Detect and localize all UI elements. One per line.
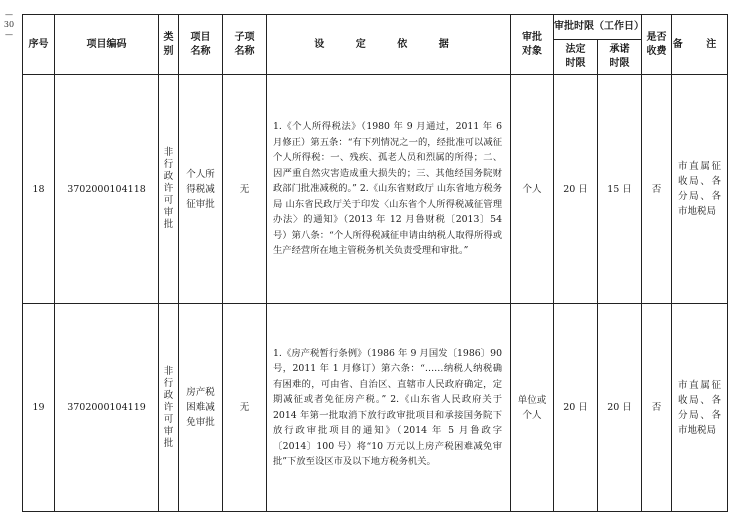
row-code: 3702000104119 (55, 304, 159, 512)
row-category: 非行政许可审批 (159, 75, 179, 304)
row-code: 3702000104118 (55, 75, 159, 304)
row-remarks: 市直属征收局、各分局、各市地税局 (672, 75, 728, 304)
row-category: 非行政许可审批 (159, 304, 179, 512)
header-seq: 序号 (23, 15, 55, 75)
row-item-name: 房产税困难减免审批 (179, 304, 223, 512)
header-legal-limit: 法定时限 (554, 40, 598, 75)
header-row (23, 15, 728, 40)
row-item-name: 个人所得税减征审批 (179, 75, 223, 304)
header-sub-item: 子项名称 (223, 15, 267, 75)
header-code: 项目编码 (55, 15, 159, 75)
row-target: 个人 (511, 75, 554, 304)
header-category: 类别 (159, 15, 179, 75)
row-seq: 19 (23, 304, 55, 512)
header-time-limit: 审批时限（工作日） (554, 15, 642, 40)
row-sub-item: 无 (223, 304, 267, 512)
row-basis: 1.《房产税暂行条例》（1986 年 9 月国发〔1986〕90 号，2011 年 1 月修订）第六条：“……纳税人纳税确有困难的，可由省、自治区、直辖市人民政府确定，定期减征或者免征房产税。” 2.《山东省人民政府关于 2014 年第一批取消下放行政审批项目和承接国务院下放行政审批项目的通知》（2014 年 5 月鲁政字〔2014〕100 号）将“10 万元以上房产税困难减免审批”下放至设区市及以下地方税务机关。 (267, 304, 511, 512)
header-item-name: 项目名称 (179, 15, 223, 75)
row-remarks: 市直属征收局、各分局、各市地税局 (672, 304, 728, 512)
row-seq: 18 (23, 75, 55, 304)
page-number: — 30 — (3, 10, 15, 39)
table-row (23, 75, 728, 304)
header-target: 审批对象 (511, 15, 554, 75)
row-fee: 否 (642, 304, 672, 512)
row-legal-limit: 20 日 (554, 75, 598, 304)
row-basis: 1.《个人所得税法》（1980 年 9 月通过，2011 年 6 月修正）第五条：“有下列情况之一的，经批准可以减征个人所得税：一、残疾、孤老人员和烈属的所得；二、因严重自然灾害造成重大损失的；三、其他经国务院财政部门批准减税的。” 2.《山东省财政厅 山东省地方税务局 山东省民政厅关于印发〈山东省个人所得税减征管理办法〉的通知》（2013 年 12 月鲁财税〔2013〕54 号）第八条：“个人所得税减征申请由纳税人取得所得或生产经营所在地主管税务机关负责受理和审批。” (267, 75, 511, 304)
row-promised-limit: 20 日 (598, 304, 642, 512)
row-fee: 否 (642, 75, 672, 304)
table-row (23, 304, 728, 512)
row-promised-limit: 15 日 (598, 75, 642, 304)
approval-items-table (22, 14, 728, 512)
row-sub-item: 无 (223, 75, 267, 304)
header-remarks: 备 注 (672, 15, 728, 75)
header-promised-limit: 承诺时限 (598, 40, 642, 75)
header-fee: 是否收费 (642, 15, 672, 75)
row-legal-limit: 20 日 (554, 304, 598, 512)
row-target: 单位或个人 (511, 304, 554, 512)
header-basis: 设 定 依 据 (267, 15, 511, 75)
